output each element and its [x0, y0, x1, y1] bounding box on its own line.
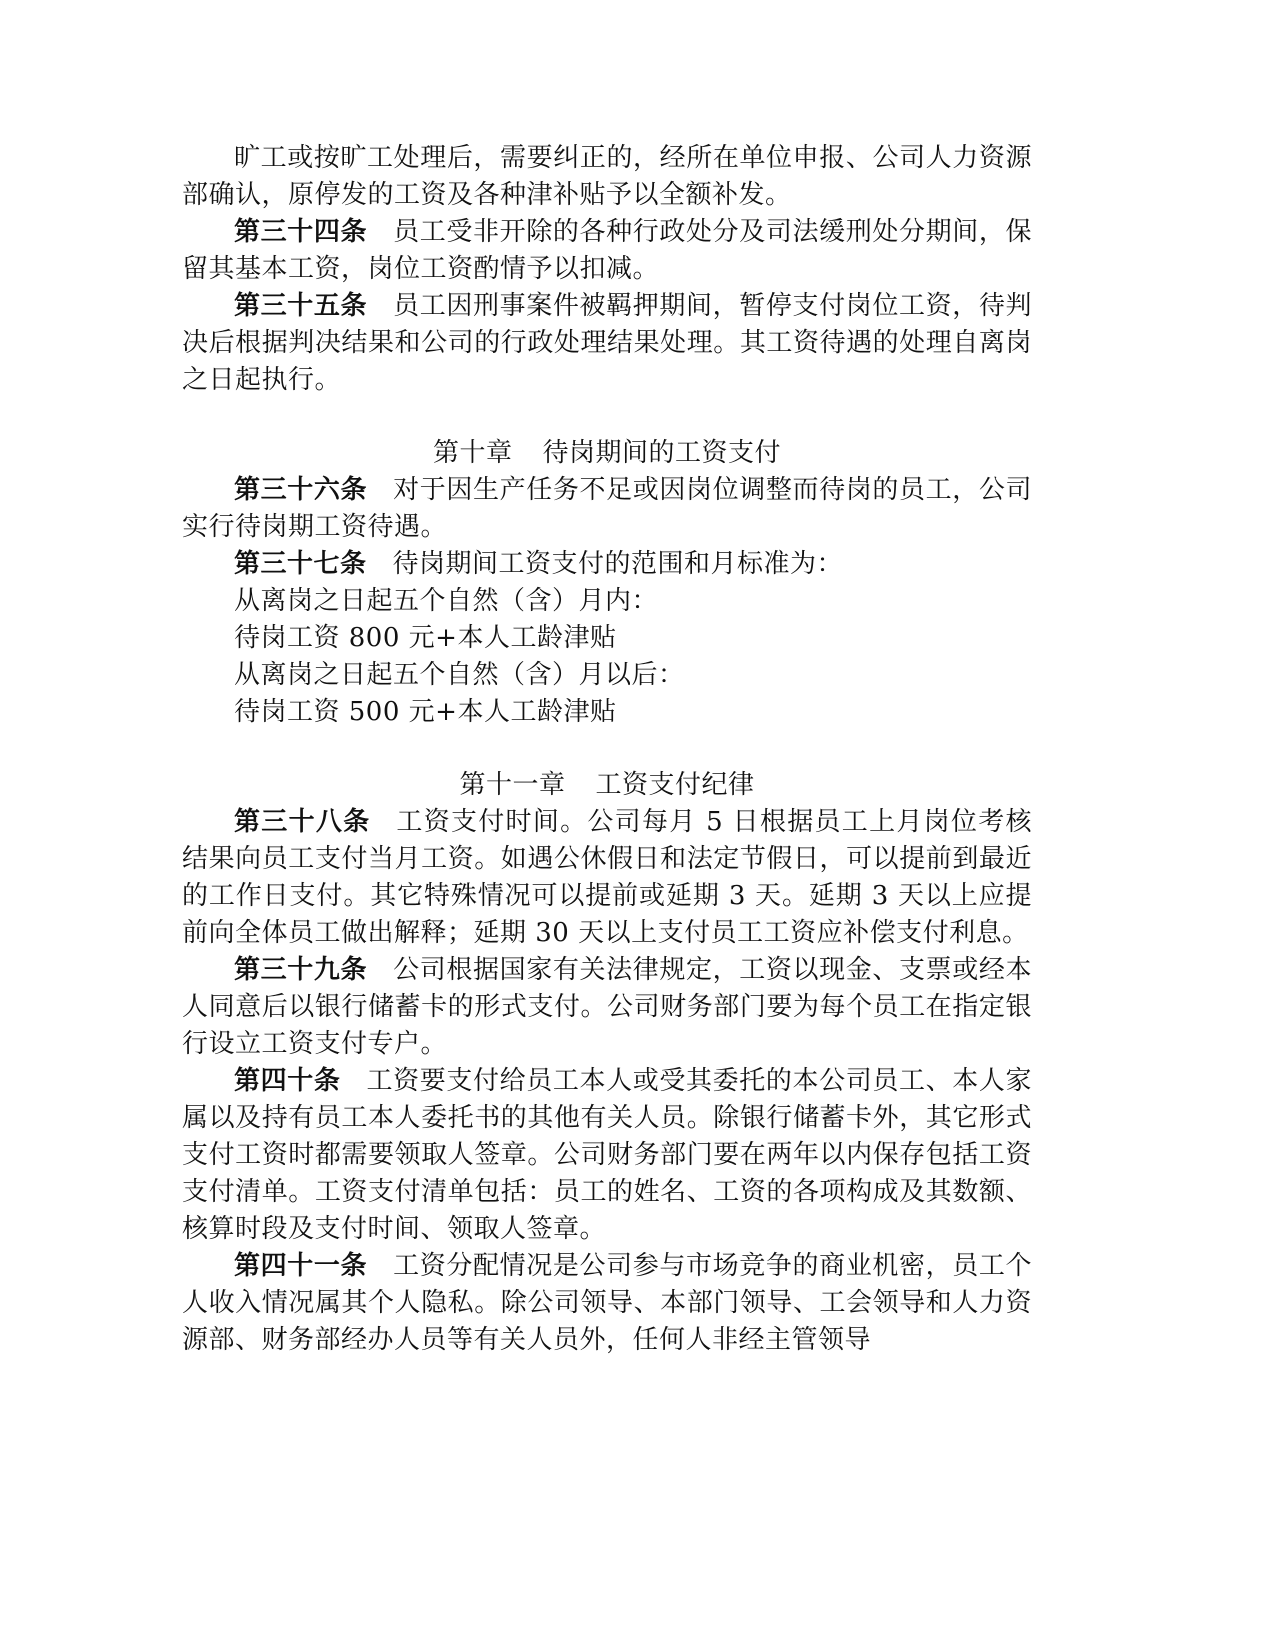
- chapter-10-number: 第十章: [432, 438, 513, 468]
- article-40: [182, 1063, 1032, 1248]
- article-36: [182, 472, 1032, 546]
- article-37-text: 待岗期间工资支付的范围和月标准为：: [392, 549, 844, 579]
- chapter-10-title: 待岗期间的工资支付: [542, 438, 782, 468]
- article-38-text: 工资支付时间。公司每月 5 日根据员工上月岗位考核结果向员工支付当月工资。如遇公休假日和法定节假日，可以提前到最近的工作日支付。其它特殊情况可以提前或延期 3 天。延期 3 天以上应提前向全体员工做出解释；延期 30 天以上支付员工工资应补偿支付利息。: [182, 807, 1032, 948]
- chapter-11-title: 工资支付纪律: [595, 770, 755, 800]
- article-37-line-3: 从离岗之日起五个自然（含）月以后：: [234, 660, 685, 690]
- article-39-label: 第三十九条: [234, 955, 368, 985]
- article-41-text: 工资分配情况是公司参与市场竞争的商业机密，员工个人收入情况属其个人隐私。除公司领导、本部门领导、工会领导和人力资源部、财务部经办人员等有关人员外，任何人非经主管领导: [182, 1251, 1032, 1355]
- paragraph-continuation: [182, 140, 1032, 214]
- article-37-line-1: 从离岗之日起五个自然（含）月内：: [234, 586, 659, 616]
- chapter-11-number: 第十一章: [459, 770, 566, 800]
- article-40-text: 工资要支付给员工本人或受其委托的本公司员工、本人家属以及持有员工本人委托书的其他有关人员。除银行储蓄卡外，其它形式支付工资时都需要领取人签章。公司财务部门要在两年以内保存包括工资支付清单。工资支付清单包括：员工的姓名、工资的各项构成及其数额、核算时段及支付时间、领取人签章。: [182, 1066, 1032, 1244]
- article-41: [182, 1248, 1032, 1359]
- article-36-label: 第三十六条: [234, 475, 368, 505]
- article-37-line-2: 待岗工资 800 元+本人工龄津贴: [234, 623, 617, 653]
- article-41-label: 第四十一条: [234, 1251, 368, 1281]
- article-35-text: 员工因刑事案件被羁押期间，暂停支付岗位工资，待判决后根据判决结果和公司的行政处理结果处理。其工资待遇的处理自离岗之日起执行。: [182, 291, 1032, 395]
- paragraph-text: 旷工或按旷工处理后，需要纠正的，经所在单位申报、公司人力资源部确认，原停发的工资及各种津补贴予以全额补发。: [182, 143, 1032, 210]
- article-37-line-4: 待岗工资 500 元+本人工龄津贴: [234, 697, 617, 727]
- article-39-text: 公司根据国家有关法律规定，工资以现金、支票或经本人同意后以银行储蓄卡的形式支付。公司财务部门要为每个员工在指定银行设立工资支付专户。: [182, 955, 1032, 1059]
- article-34-text: 员工受非开除的各种行政处分及司法缓刑处分期间，保留其基本工资，岗位工资酌情予以扣减。: [182, 217, 1032, 284]
- document-page: [182, 140, 1032, 1359]
- chapter-10-heading: [182, 435, 1032, 472]
- article-36-text: 对于因生产任务不足或因岗位调整而待岗的员工，公司实行待岗期工资待遇。: [182, 475, 1032, 542]
- article-37-label: 第三十七条: [234, 549, 367, 579]
- chapter-11-heading: [182, 767, 1032, 804]
- article-37: [182, 546, 1032, 583]
- article-39: [182, 952, 1032, 1063]
- article-35: [182, 288, 1032, 399]
- article-40-label: 第四十条: [234, 1066, 341, 1096]
- article-38: [182, 804, 1032, 952]
- article-34-label: 第三十四条: [234, 217, 368, 247]
- article-38-label: 第三十八条: [234, 807, 371, 837]
- article-34: [182, 214, 1032, 288]
- article-35-label: 第三十五条: [234, 291, 368, 321]
